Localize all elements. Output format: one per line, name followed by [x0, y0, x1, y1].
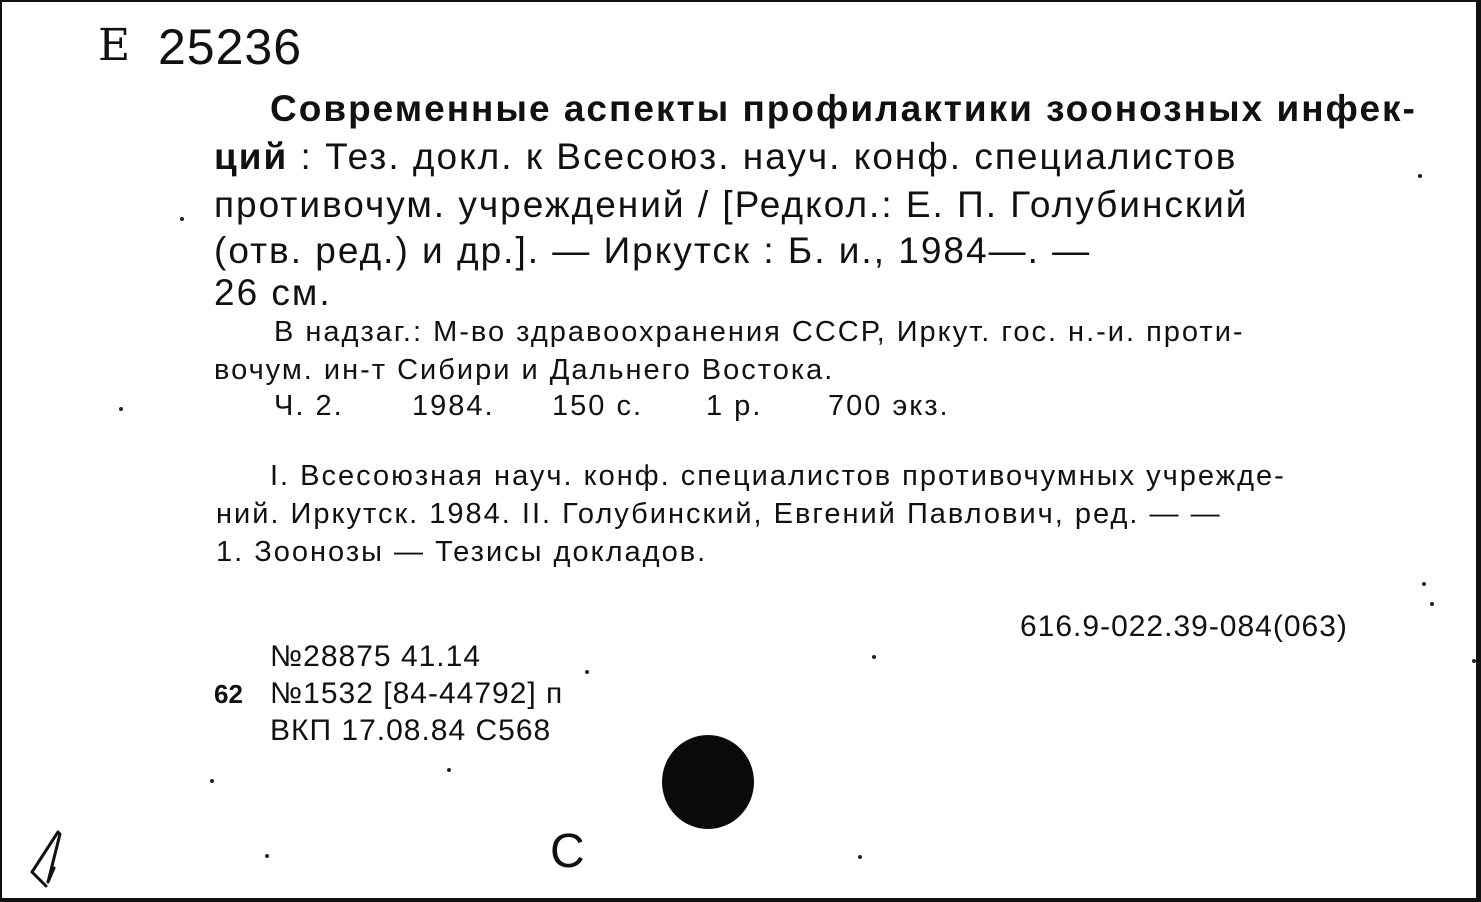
title-line-4 — [214, 230, 1091, 272]
speck — [119, 407, 123, 411]
speck — [1472, 659, 1476, 663]
inventory-number: 25236 — [158, 19, 303, 75]
title-line-5 — [214, 272, 332, 314]
part-price: 1 р. — [706, 390, 763, 422]
title-bold-2: ций — [214, 136, 289, 177]
speck — [1422, 582, 1426, 586]
bottom-letter: С — [550, 825, 585, 878]
speck — [210, 779, 214, 783]
note-line-2: вочум. ин-т Сибири и Дальнего Востока. — [214, 354, 835, 386]
speck — [858, 855, 862, 859]
accession-line-3: ВКП 17.08.84 С568 — [270, 714, 552, 747]
title-line-1 — [270, 88, 1417, 130]
speck — [585, 670, 589, 674]
part-pages: 150 с. — [552, 390, 643, 422]
accession-line-1: №28875 41.14 — [270, 640, 482, 673]
tracing-line-2: ний. Иркутск. 1984. II. Голубинский, Евгений Павлович, ред. — — — [216, 498, 1222, 530]
handwritten-mark-icon — [24, 824, 74, 894]
speck — [1418, 174, 1422, 178]
speck — [872, 655, 876, 659]
title-line-2 — [214, 136, 1237, 178]
punch-hole-dot — [662, 735, 754, 829]
part-number: Ч. 2. — [274, 390, 344, 422]
accession-line-2: №1532 [84-44792] п — [270, 677, 564, 710]
inventory-letter: Е — [98, 20, 131, 71]
tracing-line-1: I. Всесоюзная науч. конф. специалистов противочумных учрежде- — [270, 460, 1286, 492]
part-copies: 700 экз. — [828, 390, 950, 422]
speck — [447, 768, 451, 772]
udc-code: 616.9-022.39-084(063) — [1020, 610, 1348, 643]
speck — [1430, 602, 1434, 606]
speck — [265, 854, 269, 858]
title-rest-3: противочум. учреждений / [Редкол.: Е. П. Голубинский — [214, 184, 1249, 225]
tracing-line-3: 1. Зоонозы — Тезисы докладов. — [216, 536, 708, 568]
title-bold-1: Современные аспекты профилактики зоонозных инфек- — [270, 88, 1417, 129]
note-line-1: В надзаг.: М-во здравоохранения СССР, Иркут. гос. н.-и. проти- — [274, 316, 1245, 348]
title-line-3 — [214, 184, 1248, 226]
title-rest-2: : Тез. докл. к Всесоюз. науч. конф. специалистов — [288, 136, 1238, 177]
accession-prefix: 62 — [214, 679, 243, 709]
title-rest-5: 26 см. — [214, 272, 332, 313]
title-rest-4: (отв. ред.) и др.]. — Иркутск : Б. и., 1984—. — — [214, 230, 1092, 271]
speck — [180, 217, 184, 221]
part-year: 1984. — [412, 390, 495, 422]
